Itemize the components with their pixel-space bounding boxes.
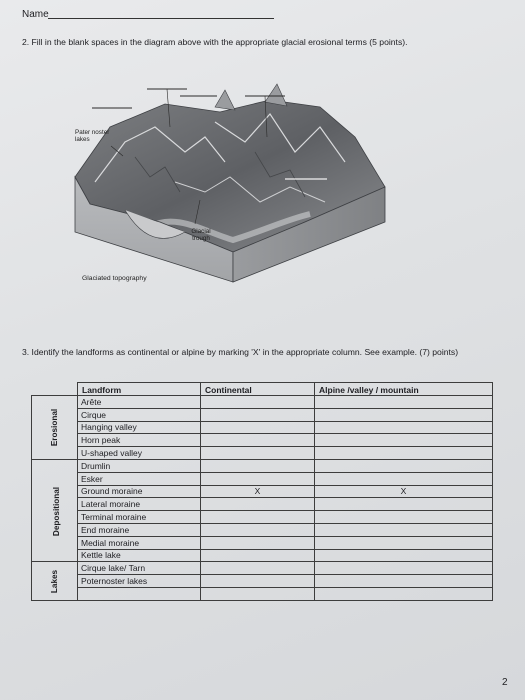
question-3-text: 3. Identify the landforms as continental or alpine by marking 'X' in the appropriate column. See example. (7) points) bbox=[22, 347, 459, 357]
table-row bbox=[32, 408, 493, 421]
table-row bbox=[32, 498, 493, 511]
table-row bbox=[32, 472, 493, 485]
alpine-cell[interactable] bbox=[315, 447, 493, 460]
continental-cell[interactable] bbox=[201, 434, 315, 447]
alpine-cell[interactable] bbox=[315, 434, 493, 447]
table-row bbox=[32, 447, 493, 460]
table-row bbox=[32, 511, 493, 524]
alpine-cell[interactable] bbox=[315, 575, 493, 588]
landform-cell: Ground moraine bbox=[78, 485, 201, 498]
question-2-text: 2. Fill in the blank spaces in the diagram above with the appropriate glacial erosional terms (5 points). bbox=[22, 37, 408, 47]
alpine-header: Alpine /valley / mountain bbox=[315, 383, 493, 396]
table-row bbox=[32, 434, 493, 447]
table-row bbox=[32, 575, 493, 588]
table-header-row bbox=[32, 383, 493, 396]
diagram-caption: Glaciated topography bbox=[82, 275, 147, 282]
continental-cell[interactable] bbox=[201, 459, 315, 472]
landform-cell: Lateral moraine bbox=[78, 498, 201, 511]
table-row bbox=[32, 459, 493, 472]
glaciated-topography-diagram bbox=[55, 82, 390, 297]
landform-cell: Poternoster lakes bbox=[78, 575, 201, 588]
horn-peak bbox=[215, 90, 235, 110]
depositional-group-label: Depositional bbox=[32, 459, 78, 561]
continental-header: Continental bbox=[201, 383, 315, 396]
landform-cell: Cirque bbox=[78, 408, 201, 421]
paternoster-lakes-label: Pater noster lakes bbox=[75, 129, 110, 143]
landform-cell: Medial moraine bbox=[78, 536, 201, 549]
glacial-trough-label: Glacial trough bbox=[191, 228, 211, 242]
page-number: 2 bbox=[502, 677, 508, 688]
landform-cell: Terminal moraine bbox=[78, 511, 201, 524]
landform-cell: Kettle lake bbox=[78, 549, 201, 562]
continental-cell[interactable] bbox=[201, 472, 315, 485]
continental-cell[interactable] bbox=[201, 536, 315, 549]
name-blank bbox=[48, 18, 274, 19]
landform-cell: Hanging valley bbox=[78, 421, 201, 434]
landform-cell: Esker bbox=[78, 472, 201, 485]
continental-cell[interactable] bbox=[201, 498, 315, 511]
alpine-cell[interactable] bbox=[315, 562, 493, 575]
lakes-group-label: Lakes bbox=[32, 562, 78, 600]
landform-cell: Arête bbox=[78, 396, 201, 409]
alpine-cell[interactable] bbox=[315, 408, 493, 421]
continental-cell[interactable] bbox=[201, 396, 315, 409]
table-row bbox=[32, 536, 493, 549]
alpine-cell[interactable] bbox=[315, 511, 493, 524]
landform-cell bbox=[78, 587, 201, 600]
erosional-group-label: Erosional bbox=[32, 396, 78, 460]
continental-cell[interactable] bbox=[201, 421, 315, 434]
landform-header: Landform bbox=[78, 383, 201, 396]
alpine-cell[interactable]: X bbox=[315, 485, 493, 498]
table-row bbox=[32, 485, 493, 498]
landform-table bbox=[31, 382, 493, 601]
landform-cell: End moraine bbox=[78, 523, 201, 536]
table-row bbox=[32, 587, 493, 600]
block-diagram-illustration bbox=[55, 82, 390, 297]
continental-cell[interactable] bbox=[201, 575, 315, 588]
horn-peak bbox=[265, 84, 287, 106]
landform-cell: Cirque lake/ Tarn bbox=[78, 562, 201, 575]
continental-cell[interactable] bbox=[201, 511, 315, 524]
alpine-cell[interactable] bbox=[315, 523, 493, 536]
continental-cell[interactable] bbox=[201, 562, 315, 575]
continental-cell[interactable] bbox=[201, 549, 315, 562]
continental-cell[interactable]: X bbox=[201, 485, 315, 498]
alpine-cell[interactable] bbox=[315, 421, 493, 434]
continental-cell[interactable] bbox=[201, 447, 315, 460]
table-row bbox=[32, 562, 493, 575]
continental-cell[interactable] bbox=[201, 408, 315, 421]
name-label: Name bbox=[22, 9, 49, 20]
continental-cell[interactable] bbox=[201, 587, 315, 600]
alpine-cell[interactable] bbox=[315, 587, 493, 600]
alpine-cell[interactable] bbox=[315, 498, 493, 511]
table-row bbox=[32, 421, 493, 434]
table-corner bbox=[32, 383, 78, 396]
landform-cell: Drumlin bbox=[78, 459, 201, 472]
alpine-cell[interactable] bbox=[315, 549, 493, 562]
table-row bbox=[32, 523, 493, 536]
table-row bbox=[32, 549, 493, 562]
landform-cell: Horn peak bbox=[78, 434, 201, 447]
table-row bbox=[32, 396, 493, 409]
alpine-cell[interactable] bbox=[315, 472, 493, 485]
alpine-cell[interactable] bbox=[315, 459, 493, 472]
alpine-cell[interactable] bbox=[315, 396, 493, 409]
alpine-cell[interactable] bbox=[315, 536, 493, 549]
continental-cell[interactable] bbox=[201, 523, 315, 536]
landform-cell: U-shaped valley bbox=[78, 447, 201, 460]
